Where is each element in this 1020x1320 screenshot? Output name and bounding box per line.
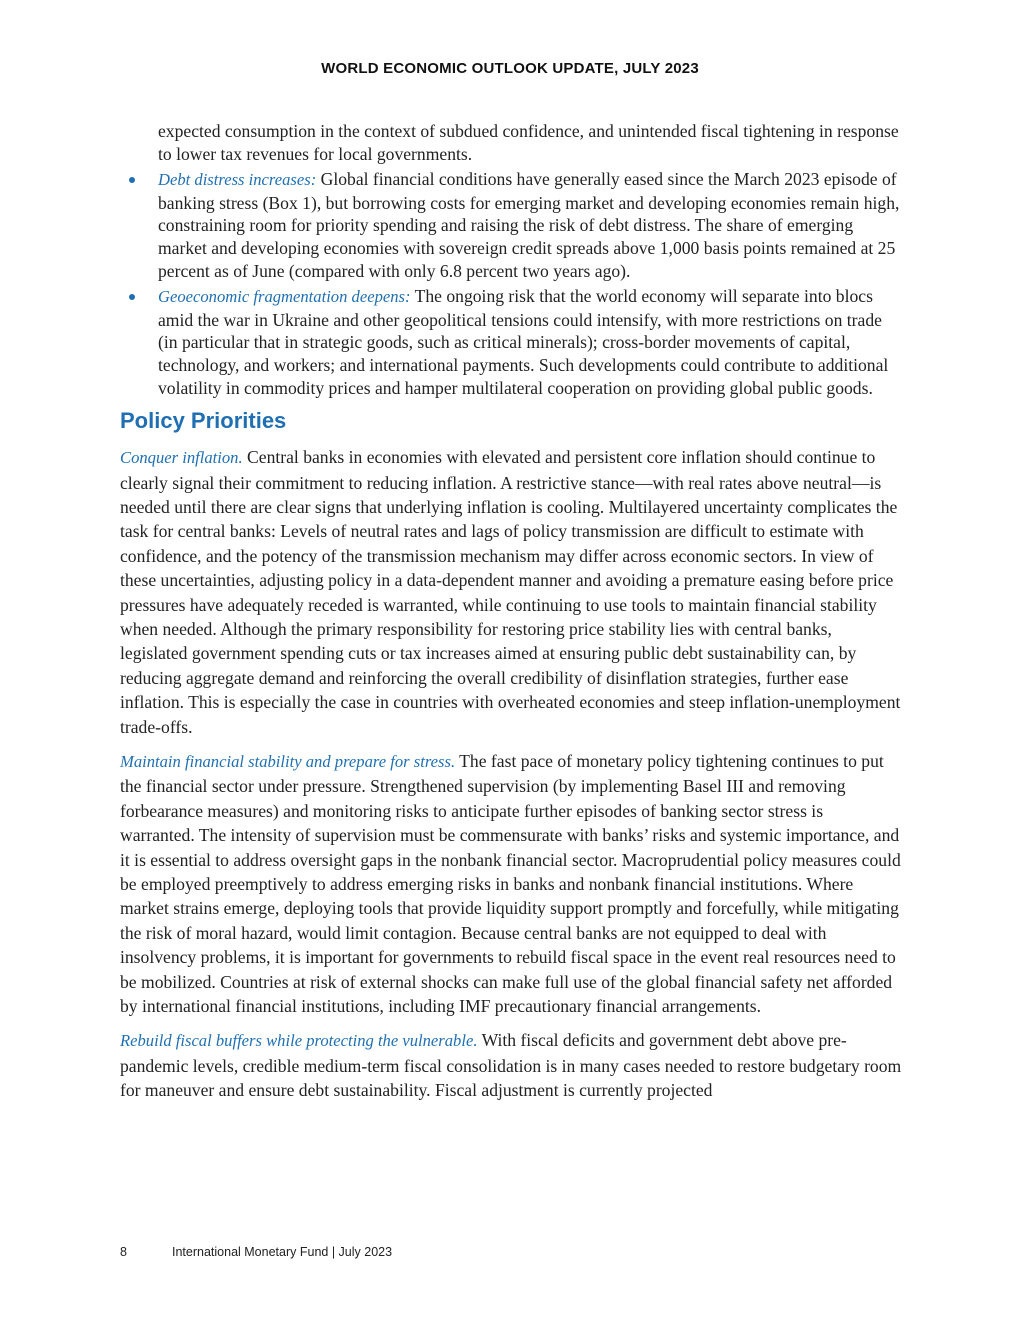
bullet-text: Global financial conditions have generally eased since the March 2023 episode of banking stress (Box 1), but borrowing costs for emerging market and developing economies remain high, constraining room for priority spending and raising the risk of debt distress. The share of emerging market and developing economies with sovereign credit spreads above 1,000 basis points remained at 25 percent as of June (compared with only 6.8 percent two years ago). [158,169,900,281]
paragraph-lead: Conquer inflation. [120,448,243,468]
paragraph-text: With fiscal deficits and government debt above pre-pandemic levels, credible medium-term fiscal consolidation is in many cases needed to restore budgetary room for maneuver and ensure debt sustainability. Fiscal adjustment is currently projected [120,1030,902,1101]
risk-bullet-list [120,120,902,399]
bullet-text: The ongoing risk that the world economy will separate into blocs amid the war in Ukraine and other geopolitical tensions could intensify, with more restrictions on trade (in particular that in strategic goods, such as critical minerals); cross-border movements of capital, technology, and workers; and international payments. Such developments could contribute to additional volatility in commodity prices and hamper multilateral cooperation on providing global public goods. [158,286,889,398]
paragraph-financial-stability [120,749,902,1018]
bullet-continuation-text: expected consumption in the context of subdued confidence, and unintended fiscal tightening in response to lower tax revenues for local governments. [158,121,899,164]
bullet-dot-icon [129,177,135,183]
section-heading: Policy Priorities [120,408,287,434]
bullet-debt-distress [120,168,902,282]
paragraph-text: The fast pace of monetary policy tightening continues to put the financial sector under pressure. Strengthened supervision (by implementing Basel III and removing forbearance measures) and monitoring risks to anticipate further episodes of banking sector stress is warranted. The intensity of supervision must be commensurate with banks’ risks and systemic importance, and it is essential to address oversight gaps in the nonbank financial sector. Macroprudential policy measures could be employed preemptively to address emerging risks in banks and nonbank financial institutions. Where market strains emerge, deploying tools that provide liquidity support promptly and forcefully, while mitigating the risk of moral hazard, would limit contagion. Because central banks are not equipped to deal with insolvency problems, it is important for governments to rebuild fiscal space in the event real resources need to be mobilized. Countries at risk of external shocks can make full use of the global financial safety net afforded by international financial institutions, including IMF precautionary financial arrangements. [120,751,901,1017]
bullet-lead: Geoeconomic fragmentation deepens: [158,287,411,307]
paragraph-fiscal-buffers [120,1028,902,1102]
paragraph-text: Central banks in economies with elevated and persistent core inflation should continue to clearly signal their commitment to reducing inflation. A restrictive stance—with real rates above neutral—is needed until there are clear signs that underlying inflation is cooling. Multilayered uncertainty complicates the task for central banks: Levels of neutral rates and lags of policy transmission are difficult to estimate with confidence, and the potency of the transmission mechanism may differ across economic sectors. In view of these uncertainties, adjusting policy in a data-dependent manner and avoiding a premature easing before price pressures have adequately receded is warranted, while continuing to use tools to maintain financial stability when needed. Although the primary responsibility for restoring price stability lies with central banks, legislated government spending cuts or tax increases aimed at ensuring public debt sustainability can, by reducing aggregate demand and reinforcing the overall credibility of disinflation strategies, further ease inflation. This is especially the case in countries with overheated economies and steep inflation-unemployment trade-offs. [120,447,901,737]
page-footer [120,1245,392,1259]
page-content [120,120,902,1113]
bullet-lead: Debt distress increases: [158,170,317,190]
footer-source: International Monetary Fund | July 2023 [172,1245,393,1259]
paragraph-lead: Rebuild fiscal buffers while protecting the vulnerable. [120,1031,478,1051]
paragraph-conquer-inflation [120,445,902,739]
running-header: WORLD ECONOMIC OUTLOOK UPDATE, JULY 2023 [321,60,699,77]
bullet-dot-icon [129,294,135,300]
page-number: 8 [120,1245,127,1259]
bullet-geoeconomic-fragmentation [120,285,902,399]
paragraph-lead: Maintain financial stability and prepare for stress. [120,752,456,771]
bullet-continuation [120,120,902,165]
